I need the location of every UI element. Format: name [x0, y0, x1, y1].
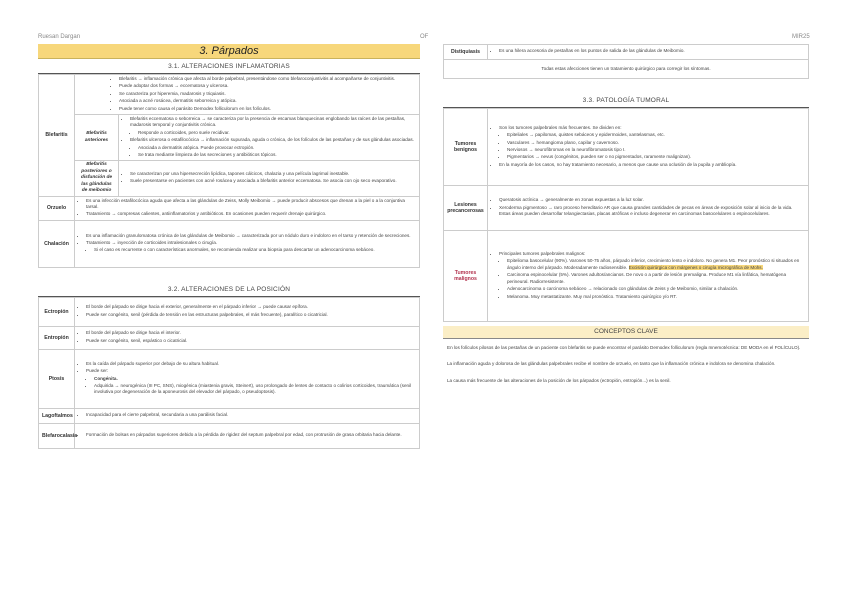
list-item: • Incapacidad para el cierre palpebral, secundaria a una parálisis facial. — [86, 412, 416, 418]
list-item: • Responde a corticoides, pero suele recidivar. — [138, 130, 416, 136]
list-item: • Asociada a acné rosácea, dermatitis seborreica y atópica. — [119, 98, 416, 104]
tumores-benignos-label: Tumores benignos — [444, 109, 488, 186]
list-item: • Es una hilera accesoria de pestañas en los puntos de salida de las glándulas de Meibomio. — [499, 48, 805, 54]
basocelular-text: Epitelioma basocelular (90%). Varones 50-75 años, párpado inferior, crecimiento lento e indoloro. No genera M1. Peor pronóstico si situados en ángulo interno del párpado. Moderadamente radiosensible. — [507, 258, 800, 270]
section-3-1-heading: 3.1. ALTERACIONES INFLAMATORIAS — [38, 61, 420, 74]
chalacion-cell — [75, 220, 420, 267]
list-item: • Blefaritis eccematosa o seborreica → se caracteriza por la presencia de escamas blanquecinas englobando las raíces de las pestañas, madarosis temporal y conjuntivitis crónica. — [130, 116, 416, 129]
key-concept-1: En los folículos pilosos de las pestañas de un paciente con blefaritis se puede encontrar el parásito Demodex folliculorum (regla mnemotécnica: DE MODA en el FOLÍCULO). — [447, 345, 801, 350]
header-right: MIR25 — [792, 34, 810, 40]
list-item: • El borde del párpado se dirige hacia el exterior, generalmente en el párpado inferior → puede causar epífora. — [86, 304, 416, 310]
ptosis-label: Ptosis — [39, 349, 75, 408]
list-item: • Puede adoptar dos formas → eccematosa y ulcerosa. — [119, 83, 416, 89]
list-item: • Es la caída del párpado superior por debajo de su altura habitual. — [86, 361, 416, 367]
lagoftalmos-label: Lagoftalmos — [39, 408, 75, 423]
distiquiasis-cell — [488, 45, 809, 60]
chalacion-label: Chalación — [39, 220, 75, 267]
ectropion-cell — [75, 297, 420, 326]
list-item: • Adquirida → neurogénica (III PC, SNS), miogénica (miastenia gravis, Steinert), uso prolongado de lentes de contacto o colirios corticoides, traumática (senil involutiva por degeneración de la aponeurosis del elevador del párpado, o pseudoptosis). — [94, 383, 416, 396]
list-item: • Tratamiento → compresas calientes, antiinflamatorios y antibióticos. En ocasiones pueden requerir drenaje quirúrgico. — [86, 211, 416, 217]
list-item: • El borde del párpado se dirige hacia el interior. — [86, 330, 416, 336]
blefaritis-anteriores-label: Blefaritis anteriores — [75, 115, 119, 161]
header-left: Ruesan Dargan — [38, 34, 81, 40]
inflamatorias-table — [38, 74, 420, 268]
posicion-table — [38, 297, 420, 449]
list-item: • Blefaritis → inflamación crónica que afecta al borde palpebral, presentándose como blefaroconjuntivitis al acompañarse de conjuntivitis. — [119, 76, 416, 82]
divider — [443, 338, 809, 339]
list-item: • Melanoma. Muy metastatizante. Muy mal pronóstico. Tratamiento quirúrgico y/o RT. — [507, 294, 805, 300]
list-item: • Puede ser: — [86, 368, 416, 374]
lesiones-precancerosas-cell — [488, 186, 809, 231]
basocelular-treatment: Excisión quirúrgica con márgenes o cirugía micrográfica de Mohs. — [628, 264, 763, 270]
tumores-malignos-label: Tumores malignos — [444, 231, 488, 322]
key-concept-2: La inflamación aguda y dolorosa de las glándulas palpebrales recibe el nombre de orzuelo, en tanto que la inflamación crónica e indolora se denomina chalación. — [447, 361, 776, 367]
list-item — [507, 258, 805, 271]
conceptos-clave-title: CONCEPTOS CLAVE — [443, 326, 809, 338]
list-item: • Vasculares → hemangioma plano, capilar y cavernoso. — [507, 140, 805, 146]
list-item: • Asociada a dermatitis atópica. Puede provocar ectropión. — [138, 145, 416, 151]
list-item: • Si el caso es recurrente o con características anormales, se recomienda realizar una biopsia para descartar un adenocarcinoma sebáceo. — [94, 247, 416, 253]
list-item: • Puede ser congénito, senil (pérdida de tensión en las estructuras palpebrales, el más frecuente), paralítico o cicatricial. — [86, 312, 416, 318]
entropion-cell — [75, 326, 420, 349]
distiquiasis-table — [443, 44, 809, 79]
list-item: • Queratosis actínica → generalmente en zonas expuestas a la luz solar. — [499, 197, 805, 203]
tumores-malignos-cell — [488, 231, 809, 322]
list-item: • Se trata mediante limpieza de las secreciones y antibióticos tópicos. — [138, 152, 416, 158]
orzuelo-label: Orzuelo — [39, 196, 75, 220]
blefarocalasia-cell — [75, 423, 420, 448]
orzuelo-cell — [75, 196, 420, 220]
key-concept-3: La causa más frecuente de las alteraciones de la posición de los párpados (ectropión, entropión...) es la senil. — [447, 377, 671, 383]
treatment-note: Todas estas afecciones tienen un tratamiento quirúrgico para corregir los síntomas. — [444, 60, 809, 79]
ectropion-label: Ectropión — [39, 297, 75, 326]
list-item: • Puede ser congénito, senil, espástico o cicatricial. — [86, 338, 416, 344]
list-item: • Carcinoma espinocelular (5%). Varones adultos/ancianos. De novo o a partir de lesión premaligna. Produce M1 vía linfática, hematógena perineural. Radiorresistente. — [507, 272, 805, 285]
list-item: • Adenocarcinoma o carcinoma sebáceo → relacionado con glándulas de Zeiss y de Meibomio, similar a chalación. — [507, 286, 805, 292]
list-item: • Se caracteriza por hiperemia, madarosis y triquiasis. — [119, 91, 416, 97]
list-item: • Congénita. — [94, 376, 416, 382]
blefaritis-anteriores-cell — [119, 115, 420, 161]
list-item: • Blefaritis ulcerosa o estafilocócica → inflamación supurada, aguda o crónica, de los folículos de las pestañas y de sus glándulas asociadas. — [130, 137, 416, 143]
list-item: • Formación de bolsas en párpados superiores debido a la pérdida de rigidez del septum palpebral por edad, con protrusión de grasa orbitaria hacia delante. — [86, 432, 416, 438]
lagoftalmos-cell — [75, 408, 420, 423]
list-item: • Principales tumores palpebrales malignos: — [499, 251, 805, 257]
lesiones-precancerosas-label: Lesiones precancerosas — [444, 186, 488, 231]
distiquiasis-label: Distiquiasis — [444, 45, 488, 60]
list-item: • Tratamiento → inyección de corticoides intralesionales o cirugía. — [86, 240, 416, 246]
list-item: • Nerviosos → neurofibromas en la neurofibromatosis tipo I. — [507, 147, 805, 153]
ptosis-cell — [75, 349, 420, 408]
right-page — [443, 44, 809, 384]
tumoral-table — [443, 108, 809, 322]
tumores-benignos-cell — [488, 109, 809, 186]
list-item: • Pigmentarios → nevus (congénitos, pueden ser o no pigmentados, raramente malignizan). — [507, 154, 805, 160]
list-item: • Epiteliales → papilomas, quistes sebáceos y epidermoides, xantelasmas, etc. — [507, 132, 805, 138]
page-title: 3. Párpados — [38, 44, 420, 59]
blefaritis-label: Blefaritis — [39, 75, 75, 197]
left-page — [38, 44, 420, 449]
list-item: • Suele presentarse en pacientes con acné rosácea y asociada a blefaritis anterior eccematosa. Se asocia con ojo seco evaporativo. — [130, 178, 416, 184]
entropion-label: Entropión — [39, 326, 75, 349]
list-item: • Es una inflamación granulomatosa crónica de las glándulas de Meibomio → caracterizada por un nódulo duro e indoloro en el tarso y retención de secreciones. — [86, 233, 416, 239]
list-item: • En la mayoría de los casos, no hay tratamiento necesario, a menos que cause una oclusión de la pupila y ambliopía. — [499, 162, 805, 168]
blefarocalasia-label: Blefarocalasia — [39, 423, 75, 448]
list-item: • Xeroderma pigmentoso → raro proceso hereditario AR que causa grandes cantidades de pecas en áreas de exposición solar al inicio de la vida. Estas áreas pueden desarrollar telangiectasias, placas atróficas e incluso degenerar en carcinomas basocelulares o espinocelulares. — [499, 205, 805, 218]
section-3-2-heading: 3.2. ALTERACIONES DE LA POSICIÓN — [38, 284, 420, 297]
list-item: • Son los tumores palpebrales más frecuentes. Se dividen en: — [499, 125, 805, 131]
blefaritis-posteriores-cell — [119, 161, 420, 196]
header-center: OF — [420, 34, 429, 40]
list-item: • Se caracterizan por una hipersecreción lipídica, tapones cálcicos, chalazia y una película lagrimal inestable. — [130, 171, 416, 177]
list-item: • Puede tener como causa el parásito Demodex folliculorum en los folículos. — [119, 106, 416, 112]
list-item: • Es una infección estafilocócica aguda que afecta a las glándulas de Zeiss, Molly Meibomio → puede producir abscesos que drenan a la piel o a la conjuntiva tarsal. — [86, 198, 416, 211]
blefaritis-posteriores-label: Blefaritis posteriores o disfunción de las glándulas de meibomio — [75, 161, 119, 196]
section-3-3-heading: 3.3. PATOLOGÍA TUMORAL — [443, 95, 809, 108]
blefaritis-general-cell — [75, 75, 420, 115]
